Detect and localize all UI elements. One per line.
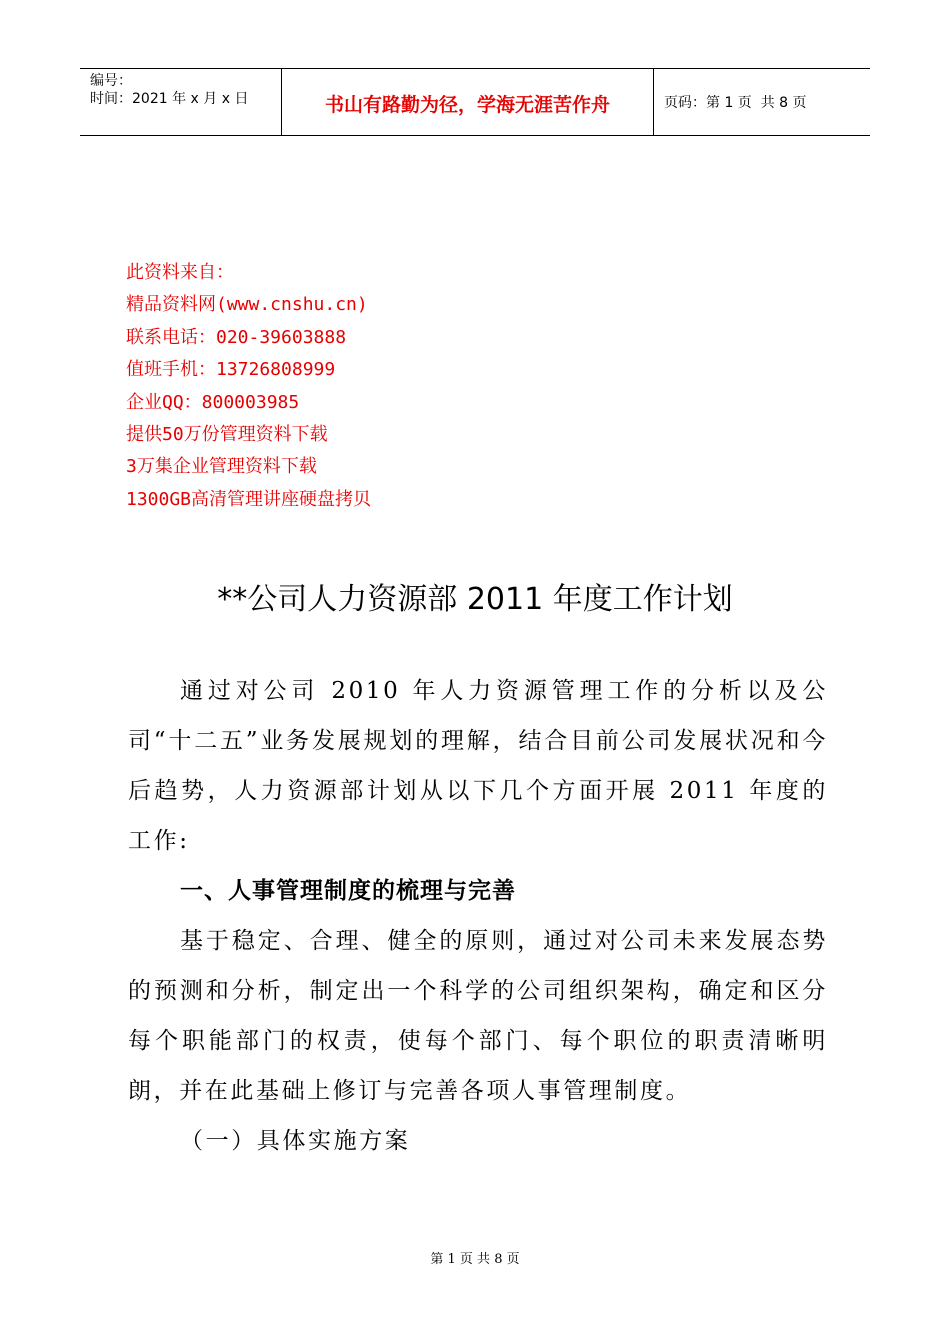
document-body <box>128 666 828 1166</box>
subsection-heading: （一）具体实施方案 <box>180 1128 411 1154</box>
source-line: 企业QQ：800003985 <box>126 391 300 413</box>
source-line: 1300GB高清管理讲座硬盘拷贝 <box>126 488 372 510</box>
page-footer: 第 1 页 共 8 页 <box>430 1252 520 1267</box>
source-info-block <box>126 257 371 516</box>
serial-label: 编号： <box>90 73 132 89</box>
document-title: **公司人力资源部 2011 年度工作计划 <box>217 582 733 617</box>
section-paragraph: 基于稳定、合理、健全的原则，通过对公司未来发展态势的预测和分析，制定出一个科学的公司组织架构，确定和区分每个职能部门的权责，使每个部门、每个职位的职责清晰明朗，并在此基础上修订与完善各项人事管理制度。 <box>128 928 828 1104</box>
time-label: 时间：2021 年 x 月 x 日 <box>90 91 249 107</box>
header-meta <box>80 69 282 135</box>
document-header <box>80 68 870 136</box>
source-line: 此资料来自： <box>126 262 234 283</box>
intro-paragraph: 通过对公司 2010 年人力资源管理工作的分析以及公司“十二五”业务发展规划的理解，结合目前公司发展状况和今后趋势，人力资源部计划从以下几个方面开展 2011 年度的工作: <box>128 678 828 854</box>
source-line: 3万集企业管理资料下载 <box>126 456 317 478</box>
header-motto: 书山有路勤为径，学海无涯苦作舟 <box>282 69 654 135</box>
source-line: 值班手机：13726808999 <box>126 359 336 381</box>
source-line: 提供50万份管理资料下载 <box>126 424 328 446</box>
header-page-info: 页码：第 1 页 共 8 页 <box>664 95 807 111</box>
source-line: 精品资料网(www.cnshu.cn) <box>126 294 368 316</box>
source-line: 联系电话：020-39603888 <box>126 326 347 348</box>
section-heading: 一、人事管理制度的梳理与完善 <box>180 878 516 904</box>
